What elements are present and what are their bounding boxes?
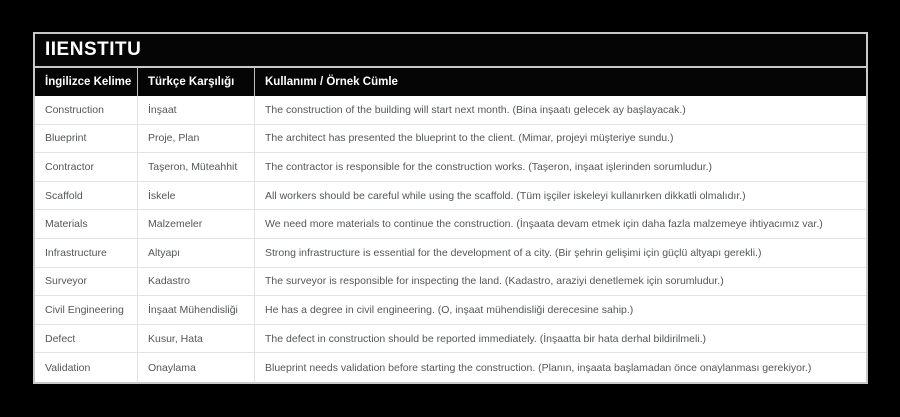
- cell-turkish: Kusur, Hata: [138, 325, 255, 353]
- table-row: [35, 353, 866, 382]
- cell-english: Infrastructure: [35, 239, 138, 267]
- cell-english: Construction: [35, 96, 138, 124]
- table-title: IIENSTITU: [35, 34, 866, 68]
- table-row: [35, 325, 866, 354]
- table-row: [35, 239, 866, 268]
- table-row: [35, 125, 866, 154]
- table-header-row: [35, 68, 866, 96]
- vocabulary-table: [33, 32, 868, 384]
- cell-turkish: Proje, Plan: [138, 125, 255, 153]
- cell-turkish: Onaylama: [138, 353, 255, 382]
- cell-example: We need more materials to continue the construction. (İnşaata devam etmek için daha fazla malzemeye ihtiyacımız var.): [265, 218, 823, 231]
- table-row: [35, 96, 866, 125]
- cell-english: Surveyor: [35, 268, 138, 296]
- table-row: [35, 210, 866, 239]
- cell-english: Scaffold: [35, 182, 138, 210]
- cell-english: Civil Engineering: [35, 296, 138, 324]
- table-row: [35, 296, 866, 325]
- column-header-english: İngilizce Kelime: [35, 68, 138, 96]
- cell-example: The surveyor is responsible for inspecting the land. (Kadastro, araziyi denetlemek için sorumludur.): [265, 275, 724, 288]
- column-header-turkish: Türkçe Karşılığı: [138, 68, 255, 96]
- cell-turkish: İnşaat Mühendisliği: [138, 296, 255, 324]
- table-row: [35, 182, 866, 211]
- cell-example: The construction of the building will start next month. (Bina inşaatı gelecek ay başlayacak.): [265, 103, 686, 116]
- cell-english: Blueprint: [35, 125, 138, 153]
- cell-english: Validation: [35, 353, 138, 382]
- column-header-example: Kullanımı / Örnek Cümle: [265, 76, 398, 88]
- cell-example: The architect has presented the blueprint to the client. (Mimar, projeyi müşteriye sundu.): [265, 132, 674, 145]
- table-row: [35, 153, 866, 182]
- cell-english: Materials: [35, 210, 138, 238]
- cell-example: All workers should be careful while using the scaffold. (Tüm işçiler iskeleyi kullanırken dikkatli olmalıdır.): [265, 189, 746, 202]
- cell-example: The contractor is responsible for the construction works. (Taşeron, inşaat işlerinden sorumludur.): [265, 160, 713, 173]
- cell-english: Contractor: [35, 153, 138, 181]
- cell-example: Strong infrastructure is essential for the development of a city. (Bir şehrin gelişimi için güçlü altyapı gerekli.): [265, 246, 762, 259]
- cell-turkish: Malzemeler: [138, 210, 255, 238]
- cell-turkish: İnşaat: [138, 96, 255, 124]
- cell-example: He has a degree in civil engineering. (O, inşaat mühendisliği derecesine sahip.): [265, 303, 634, 316]
- cell-example: Blueprint needs validation before starting the construction. (Planın, inşaata başlamadan önce onaylanması gerekiyor.): [265, 361, 812, 374]
- cell-turkish: Taşeron, Müteahhit: [138, 153, 255, 181]
- cell-english: Defect: [35, 325, 138, 353]
- cell-example: The defect in construction should be reported immediately. (İnşaatta bir hata derhal bildirilmeli.): [265, 332, 707, 345]
- table-row: [35, 268, 866, 297]
- cell-turkish: İskele: [138, 182, 255, 210]
- cell-turkish: Altyapı: [138, 239, 255, 267]
- cell-turkish: Kadastro: [138, 268, 255, 296]
